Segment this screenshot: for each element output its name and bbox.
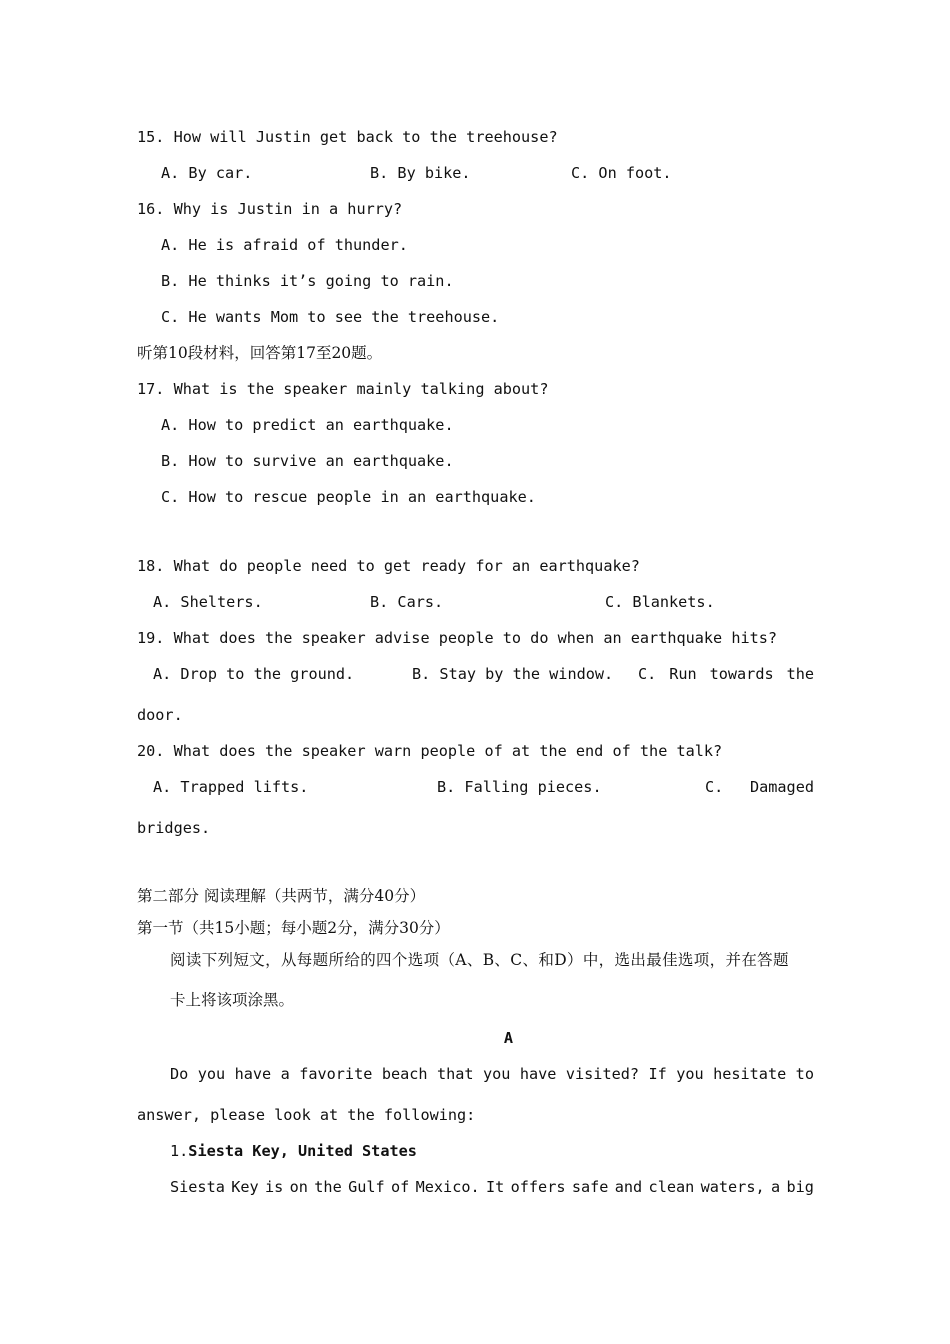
q15-option-b: B. By bike. (370, 164, 471, 182)
word: offers (510, 1178, 566, 1196)
q20-option-b: B. Falling pieces. (437, 778, 602, 796)
word: on (289, 1178, 308, 1196)
q15-option-a: A. By car. (161, 164, 253, 182)
question-15: 15. How will Justin get back to the treehouse? (137, 128, 558, 146)
q20-option-c-word: Damaged (749, 778, 814, 796)
item-1-heading (170, 1141, 417, 1161)
q18-option-b: B. Cars. (370, 593, 444, 611)
word: clean (648, 1178, 695, 1196)
q18-option-a: A. Shelters. (153, 593, 263, 611)
word: the (314, 1178, 342, 1196)
word: a (770, 1178, 781, 1196)
word: Do (170, 1065, 189, 1083)
question-18: 18. What do people need to get ready for an earthquake? (137, 557, 640, 575)
item-1-text-line (170, 1177, 814, 1197)
word: you (676, 1065, 704, 1083)
q17-option-a: A. How to predict an earthquake. (161, 416, 454, 434)
word: you (482, 1065, 511, 1083)
section10-instruction: 听第10段材料，回答第17至20题。 (137, 344, 383, 362)
q19-option-b: B. Stay by the window. (412, 665, 614, 683)
item-1-number: 1. (170, 1142, 189, 1160)
instruction-line-2: 卡上将该项涂黑。 (170, 991, 295, 1009)
q17-option-c: C. How to rescue people in an earthquake. (161, 488, 536, 506)
word: to (795, 1065, 814, 1083)
question-16: 16. Why is Justin in a hurry? (137, 200, 403, 218)
word: of (390, 1178, 410, 1196)
word: Mexico. (415, 1178, 480, 1196)
q20-option-c-word: C. (705, 778, 724, 796)
q19-option-c-end: door. (137, 706, 183, 724)
word: hesitate (713, 1065, 787, 1083)
word: Key (231, 1178, 259, 1196)
question-20: 20. What does the speaker warn people of at the end of the talk? (137, 742, 723, 760)
q20-option-c (705, 777, 814, 797)
word: is (265, 1178, 284, 1196)
word: have (234, 1065, 272, 1083)
passage-label: A (503, 1029, 514, 1047)
word: and (614, 1178, 643, 1196)
passage-intro-line (170, 1064, 814, 1084)
word: that (436, 1065, 474, 1083)
word: you (197, 1065, 226, 1083)
word: beach (381, 1065, 428, 1083)
q20-option-c-end: bridges. (137, 819, 211, 837)
word: favorite (299, 1065, 373, 1083)
q16-option-b: B. He thinks it’s going to rain. (161, 272, 454, 290)
q19-option-c-word: the (786, 665, 814, 683)
section-title: 第一节（共15小题；每小题2分，满分30分） (137, 919, 450, 937)
word: big (786, 1178, 814, 1196)
q19-option-a: A. Drop to the ground. (153, 665, 355, 683)
q16-option-c: C. He wants Mom to see the treehouse. (161, 308, 500, 326)
question-17: 17. What is the speaker mainly talking about? (137, 380, 549, 398)
q19-option-c (638, 664, 814, 684)
q15-option-c: C. On foot. (571, 164, 672, 182)
word: a (280, 1065, 290, 1083)
question-19: 19. What does the speaker advise people to do when an earthquake hits? (137, 629, 778, 647)
word: visited? (565, 1065, 640, 1083)
word: If (648, 1065, 667, 1083)
q19-option-c-word: C. (638, 665, 657, 683)
q19-option-c-word: Run (669, 665, 697, 683)
part-title: 第二部分 阅读理解（共两节，满分40分） (137, 887, 426, 905)
q19-option-c-word: towards (709, 665, 774, 683)
word: Siesta (170, 1178, 225, 1196)
q20-option-a: A. Trapped lifts. (153, 778, 309, 796)
q16-option-a: A. He is afraid of thunder. (161, 236, 408, 254)
passage-intro-end: answer, please look at the following: (137, 1106, 476, 1124)
word: Gulf (348, 1178, 385, 1196)
instruction-line-1: 阅读下列短文，从每题所给的四个选项（A、B、C、和D）中，选出最佳选项，并在答题 (170, 951, 789, 969)
q17-option-b: B. How to survive an earthquake. (161, 452, 454, 470)
word: It (485, 1178, 505, 1196)
word: have (519, 1065, 557, 1083)
item-1-title: Siesta Key, United States (188, 1142, 417, 1160)
q18-option-c: C. Blankets. (605, 593, 715, 611)
word: waters, (700, 1178, 765, 1196)
word: safe (571, 1178, 609, 1196)
